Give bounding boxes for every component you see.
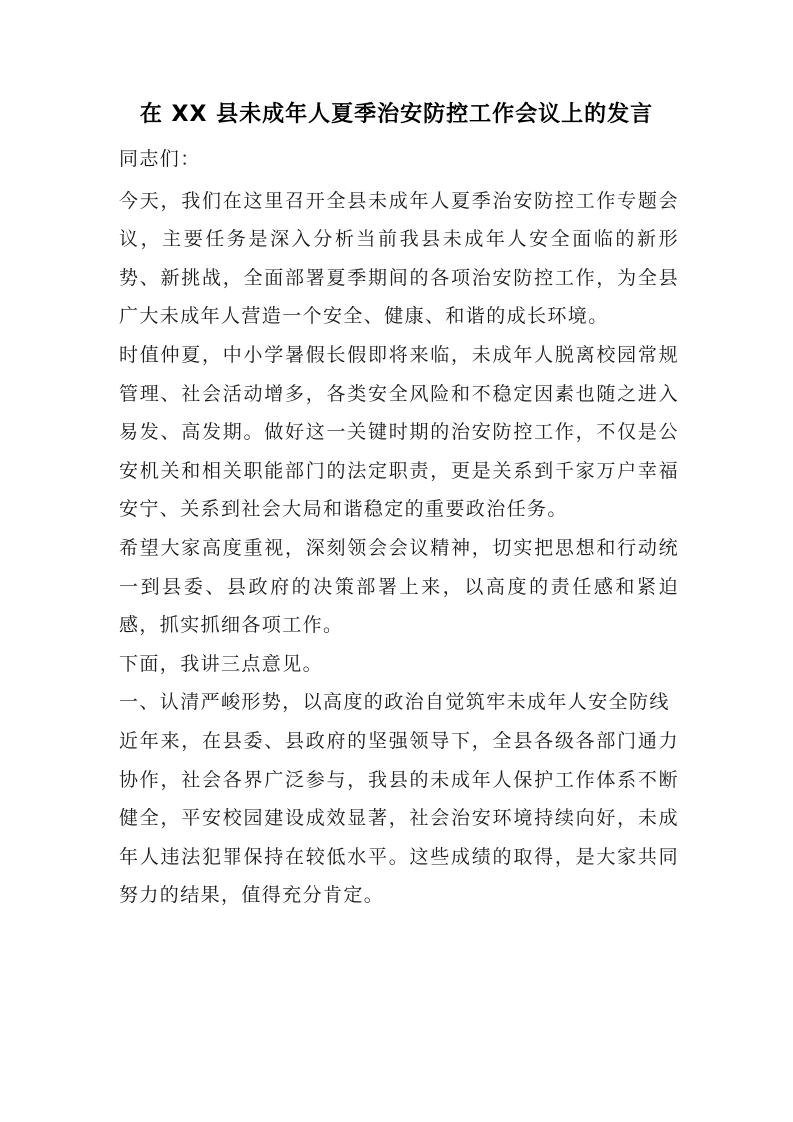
document-body <box>119 140 679 915</box>
salutation: 同志们： <box>119 148 201 170</box>
paragraph-achievements: 近年来，在县委、县政府的坚强领导下，全县各级各部门通力协作，社会各界广泛参与，我县的未成年人保护工作体系不断健全，平安校园建设成效显著，社会治安环境持续向好，未成年人违法犯罪保持在较低水平。这些成绩的取得，是大家共同努力的结果，值得充分肯定。 <box>119 729 679 907</box>
paragraph-intro-points: 下面，我讲三点意见。 <box>119 652 324 675</box>
section-heading-one: 一、认清严峻形势，以高度的政治自觉筑牢未成年人安全防线 <box>119 691 670 714</box>
paragraph-context: 时值仲夏，中小学暑假长假即将来临，未成年人脱离校园常规管理、社会活动增多，各类安全风险和不稳定因素也随之进入易发、高发期。做好这一关键时期的治安防控工作，不仅是公安机关和相关职能部门的法定职责，更是关系到千家万户幸福安宁、关系到社会大局和谐稳定的重要政治任务。 <box>119 343 679 521</box>
paragraph-expectation: 希望大家高度重视，深刻领会会议精神，切实把思想和行动统一到县委、县政府的决策部署上来，以高度的责任感和紧迫感，抓实抓细各项工作。 <box>119 536 679 637</box>
document-title: 在 XX 县未成年人夏季治安防控工作会议上的发言 <box>139 102 654 127</box>
paragraph-opening: 今天，我们在这里召开全县未成年人夏季治安防控工作专题会议，主要任务是深入分析当前我县未成年人安全面临的新形势、新挑战，全面部署夏季期间的各项治安防控工作，为全县广大未成年人营造一个安全、健康、和谐的成长环境。 <box>119 189 679 328</box>
